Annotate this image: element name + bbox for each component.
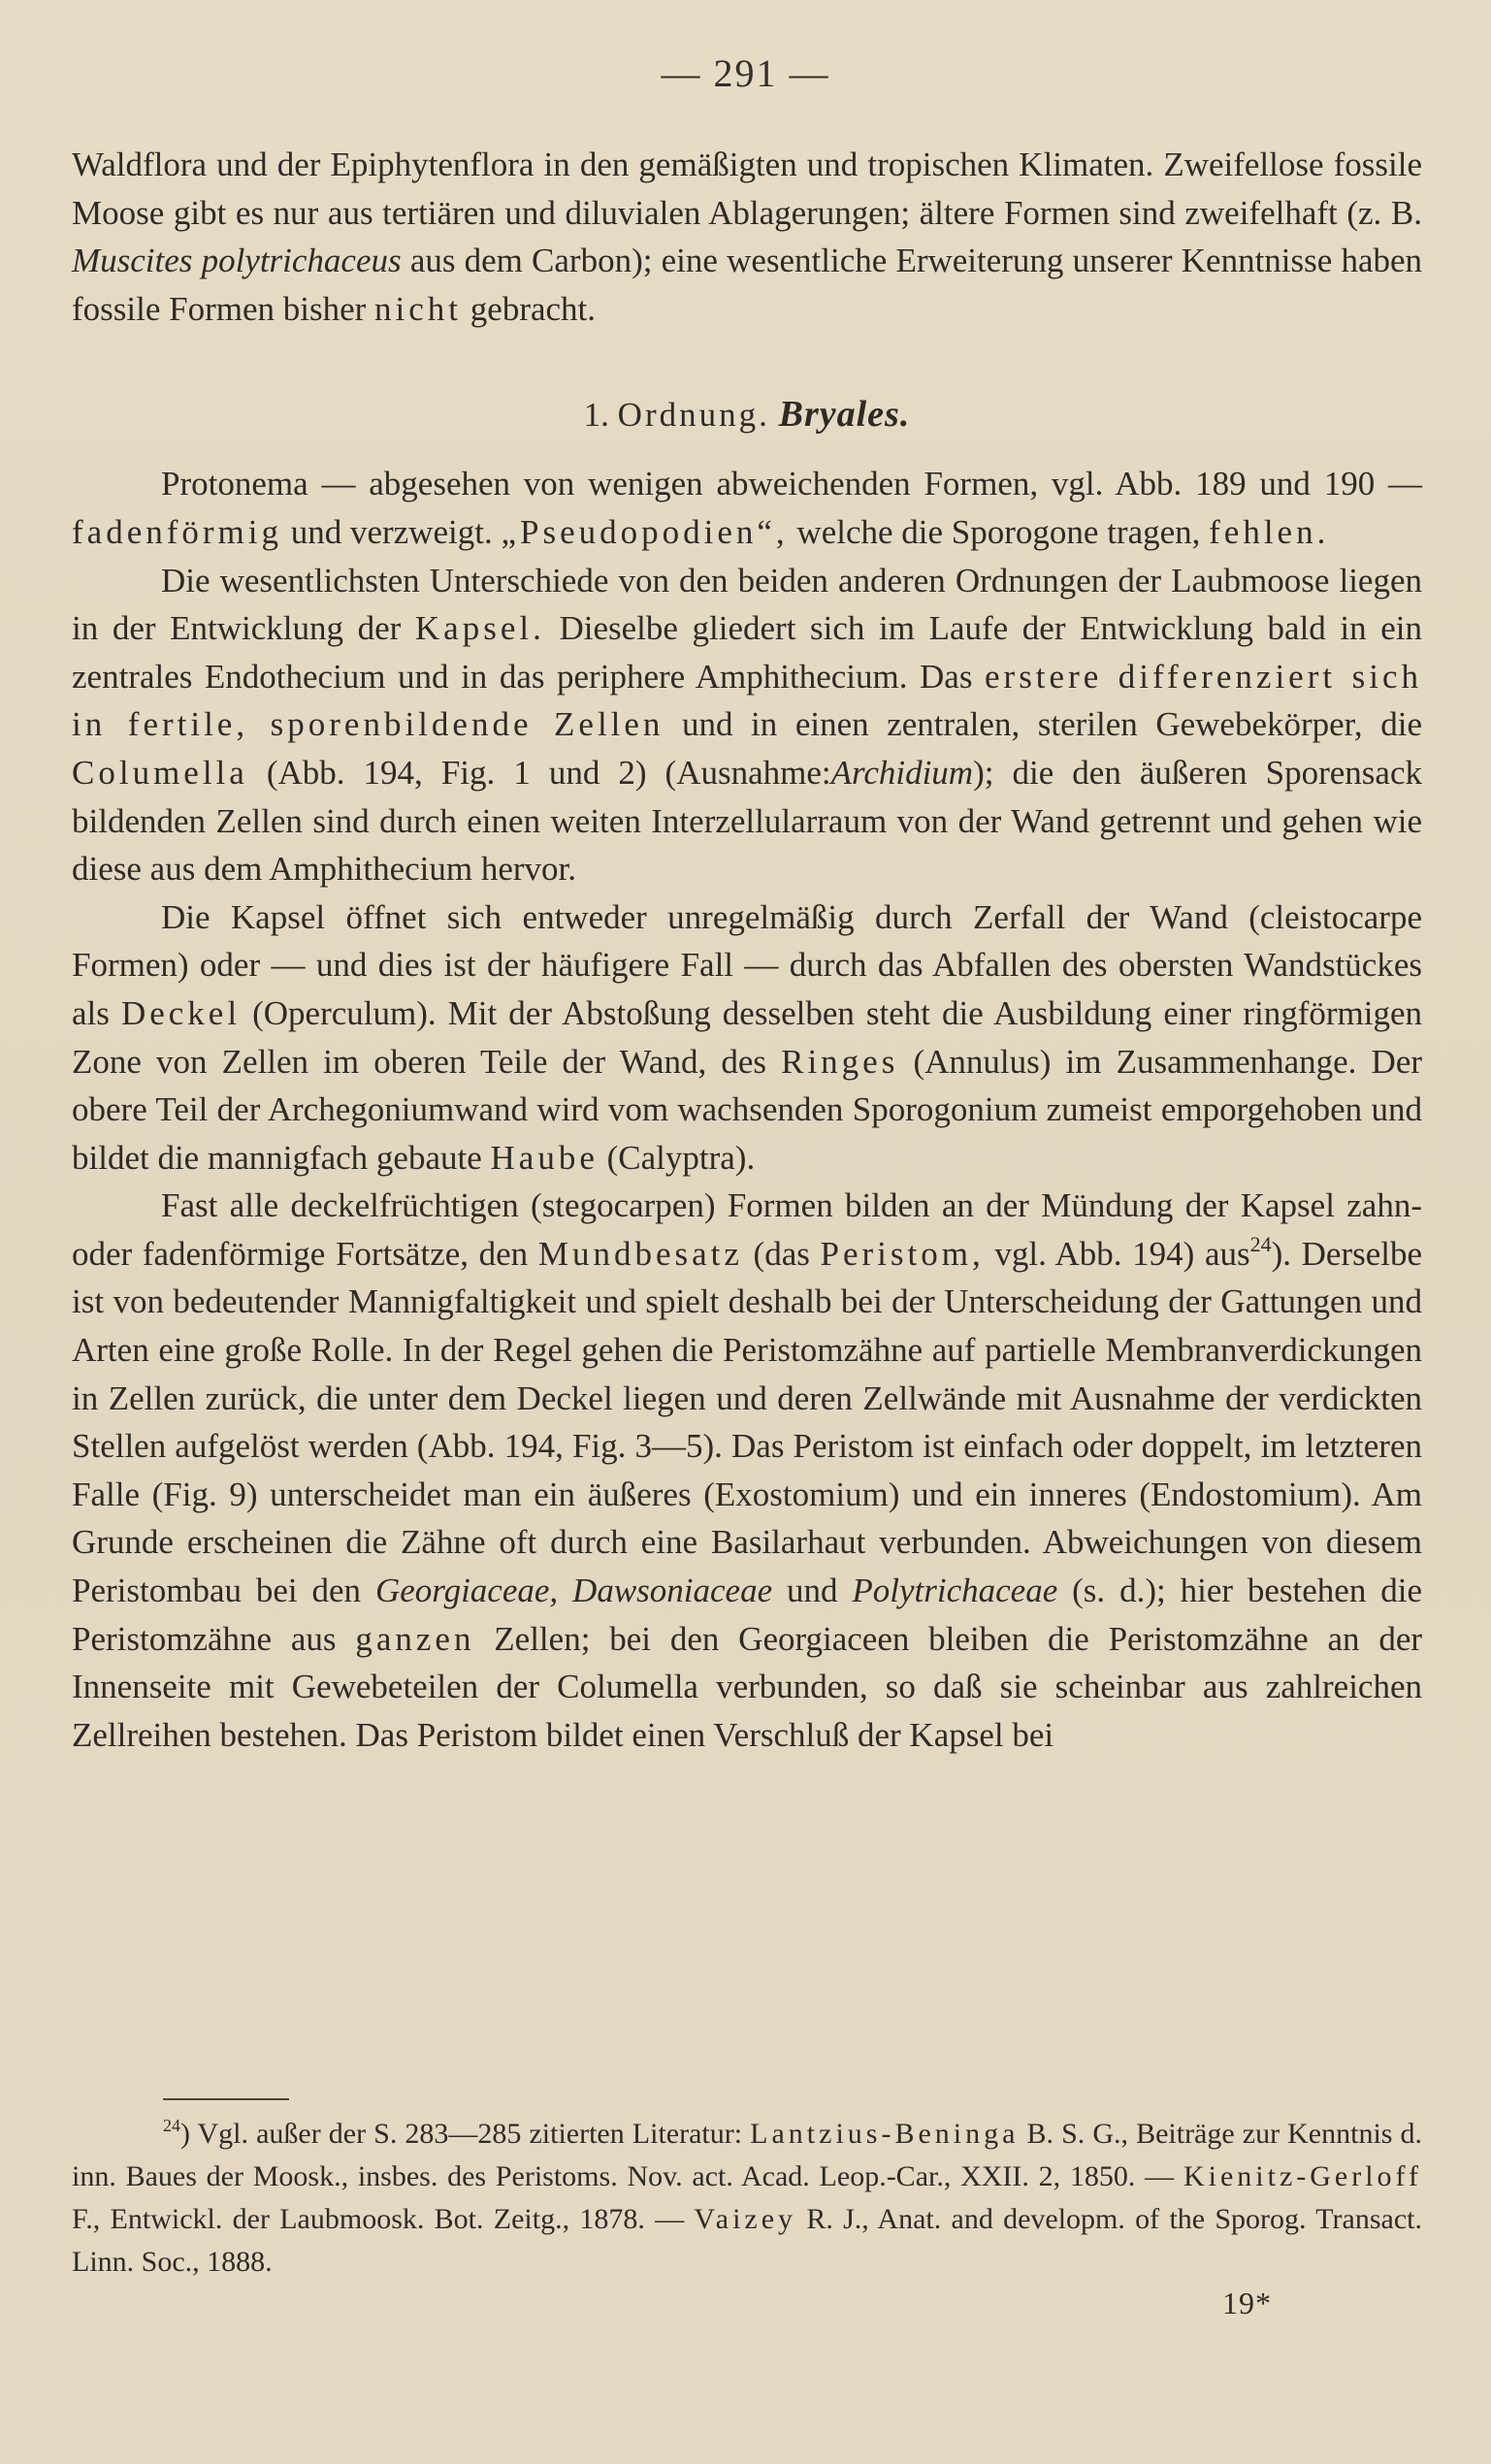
footnote-divider [163, 2098, 289, 2100]
paragraph-protonema [72, 460, 1422, 556]
paragraph-deckel [72, 893, 1422, 1183]
footnote-author-2: Kienitz-Gerloff [1183, 2160, 1422, 2192]
p4-text-c: (das [753, 1234, 810, 1273]
p3-text-e: (Annulus) im Zusammenhange. Der obere Teil der Archegoniumwand wird vom wachsenden Sporogonium zumeist emporgehoben und bildet die mannigfach gebaute [72, 1042, 1423, 1177]
p3-spaced-d: Ringes [781, 1042, 899, 1081]
heading-label: Ordnung. [617, 396, 770, 435]
p4-text-j: (s. d.); hier bestehen die Peristomzähne aus [72, 1572, 1422, 1658]
p2-text-a: Die wesentlichsten Unterschiede von den beiden anderen Ordnungen der Laubmoose liegen in der Entwicklung der [72, 561, 1422, 648]
intro-text: Waldflora und der Epiphytenflora in den gemäßigten und tropischen Klimaten. Zweifellose fossile Moose gibt es nur aus tertiären und diluvialen Ablagerungen; ältere Formen sind zweifelhaft (z. B. [72, 146, 1422, 232]
heading-number: 1. [583, 396, 609, 435]
intro-text-3: gebracht. [470, 289, 597, 328]
p4-text-l: Zellen; bei den Georgiaceen bleiben die Peristomzähne an der Innenseite mit Gewebeteilen der Columella verbunden, so daß sie scheinbar aus zahlreichen Zellreihen bestehen. Das Peristom bildet einen Verschluß der Kapsel bei [72, 1619, 1423, 1754]
p4-italic-g: Georgiaceae, Dawsoniaceae [374, 1572, 773, 1610]
heading-name: Bryales. [778, 394, 911, 436]
intro-text-2: aus dem Carbon); eine wesentliche Erweiterung unserer Kenntnisse haben fossile Formen bisher [72, 242, 1423, 328]
p1-text-e: welche die Sporogone tragen, [796, 512, 1201, 551]
intro-spaced: nicht [374, 289, 463, 328]
footnote-author-3: Vaizey [694, 2203, 797, 2235]
p2-text-g: (Abb. 194, Fig. 1 und 2) (Ausnahme: [266, 753, 831, 792]
p3-text-g: (Calyptra). [606, 1138, 756, 1177]
p2-spaced-d: erstere differenziert sich in fertile, sporenbildende Zellen [72, 657, 1423, 744]
p2-text-c: Dieselbe gliedert sich im Laufe der Entwicklung bald in ein zentrales Endothecium und in das periphere Amphithecium. Das [72, 609, 1423, 696]
p1-text-a: Protonema — abgesehen von wenigen abweichenden Formen, vgl. Abb. 189 und 190 — [161, 465, 1422, 503]
p3-spaced-f: Haube [490, 1138, 599, 1177]
p3-text-c: (Operculum). Mit der Abstoßung desselben steht die Ausbildung einer ringförmigen Zone von Zellen im oberen Teile der Wand, des [72, 993, 1423, 1081]
section-heading [72, 391, 1422, 438]
footnote [72, 2113, 1422, 2284]
p2-spaced-b: Kapsel. [414, 609, 545, 648]
p1-spaced-b: fadenförmig [72, 512, 282, 551]
p4-text-e: vgl. Abb. 194) aus [994, 1234, 1250, 1273]
intro-paragraph [72, 141, 1422, 333]
p4-italic-i: Polytrichaceae [852, 1572, 1058, 1610]
p4-spaced-k: ganzen [355, 1619, 475, 1658]
p3-spaced-b: Deckel [120, 993, 242, 1032]
p4-text-h: und [787, 1572, 838, 1610]
p2-italic-h: Archidium [830, 753, 974, 792]
p4-spaced-b: Mundbesatz [537, 1234, 743, 1273]
p1-spaced-d: „Pseudopodien“, [501, 512, 789, 551]
footnote-reference: 24 [1249, 1231, 1272, 1256]
p2-text-e: und in einen zentralen, sterilen Gewebekörper, die [682, 705, 1422, 744]
p4-text-a: Fast alle deckelfrüchtigen (stegocarpen) Formen bilden an der Mündung der Kapsel zahn- oder fadenförmige Fortsätze, den [72, 1186, 1422, 1273]
footnote-author-1: Lantzius-Beninga [750, 2118, 1020, 2150]
footnote-text-e: F., Entwickl. der Laubmoosk. Bot. Zeitg., 1878. — [72, 2203, 685, 2235]
p1-spaced-f: fehlen. [1209, 512, 1330, 551]
intro-taxon: Muscites polytrichaceus [72, 242, 402, 280]
footnote-text-a: ) Vgl. außer der S. 283—285 zitierten Literatur: [180, 2118, 743, 2150]
p1-text-c: und verzweigt. [290, 512, 493, 551]
paragraph-peristom [72, 1182, 1422, 1759]
p3-text-a: Die Kapsel öffnet sich entweder unregelmäßig durch Zerfall der Wand (cleistocarpe Formen) oder — und dies ist der häufigere Fall — durch das Abfallen des obersten Wandstückes als [72, 897, 1422, 1032]
footnote-text-g: R. J., Anat. and developm. of the Sporog. Transact. Linn. Soc., 1888. [72, 2203, 1422, 2278]
text-column [72, 141, 1422, 1759]
page-number: — 291 — [661, 51, 830, 95]
footnote-text-c: B. S. G., Beiträge zur Kenntnis d. inn. Baues der Moosk., insbes. des Peristoms. Nov. act. Acad. Leop.-Car., XXII. 2, 1850. — [72, 2118, 1423, 2192]
p2-text-i: ); die den äußeren Sporensack bildenden Zellen sind durch einen weiten Interzellularraum von der Wand getrennt und gehen wie diese aus dem Amphithecium hervor. [72, 753, 1422, 889]
footnote-mark: 24 [163, 2116, 180, 2135]
p4-spaced-d: Peristom, [820, 1234, 985, 1273]
p4-text-f: ). Derselbe ist von bedeutender Mannigfaltigkeit und spielt deshalb bei der Unterscheidung der Gattungen und Arten eine große Rolle. In der Regel gehen die Peristomzähne auf partielle Membranverdickungen in Zellen zurück, die unter dem Deckel liegen und deren Zellwände mit Ausnahme der verdickten Stellen aufgelöst werden (Abb. 194, Fig. 3—5). Das Peristom ist einfach oder doppelt, im letzteren Falle (Fig. 9) unterscheidet man ein äußeres (Exostomium) und ein inneres (Endostomium). Am Grunde erscheinen die Zähne oft durch eine Basilarhaut verbunden. Abweichungen von diesem Peristombau bei den [72, 1234, 1423, 1610]
paragraph-kapsel [72, 557, 1422, 893]
signature-mark: 19* [1222, 2286, 1272, 2320]
footnote-mark-wrap [72, 2118, 180, 2150]
p2-spaced-f: Columella [72, 753, 248, 792]
